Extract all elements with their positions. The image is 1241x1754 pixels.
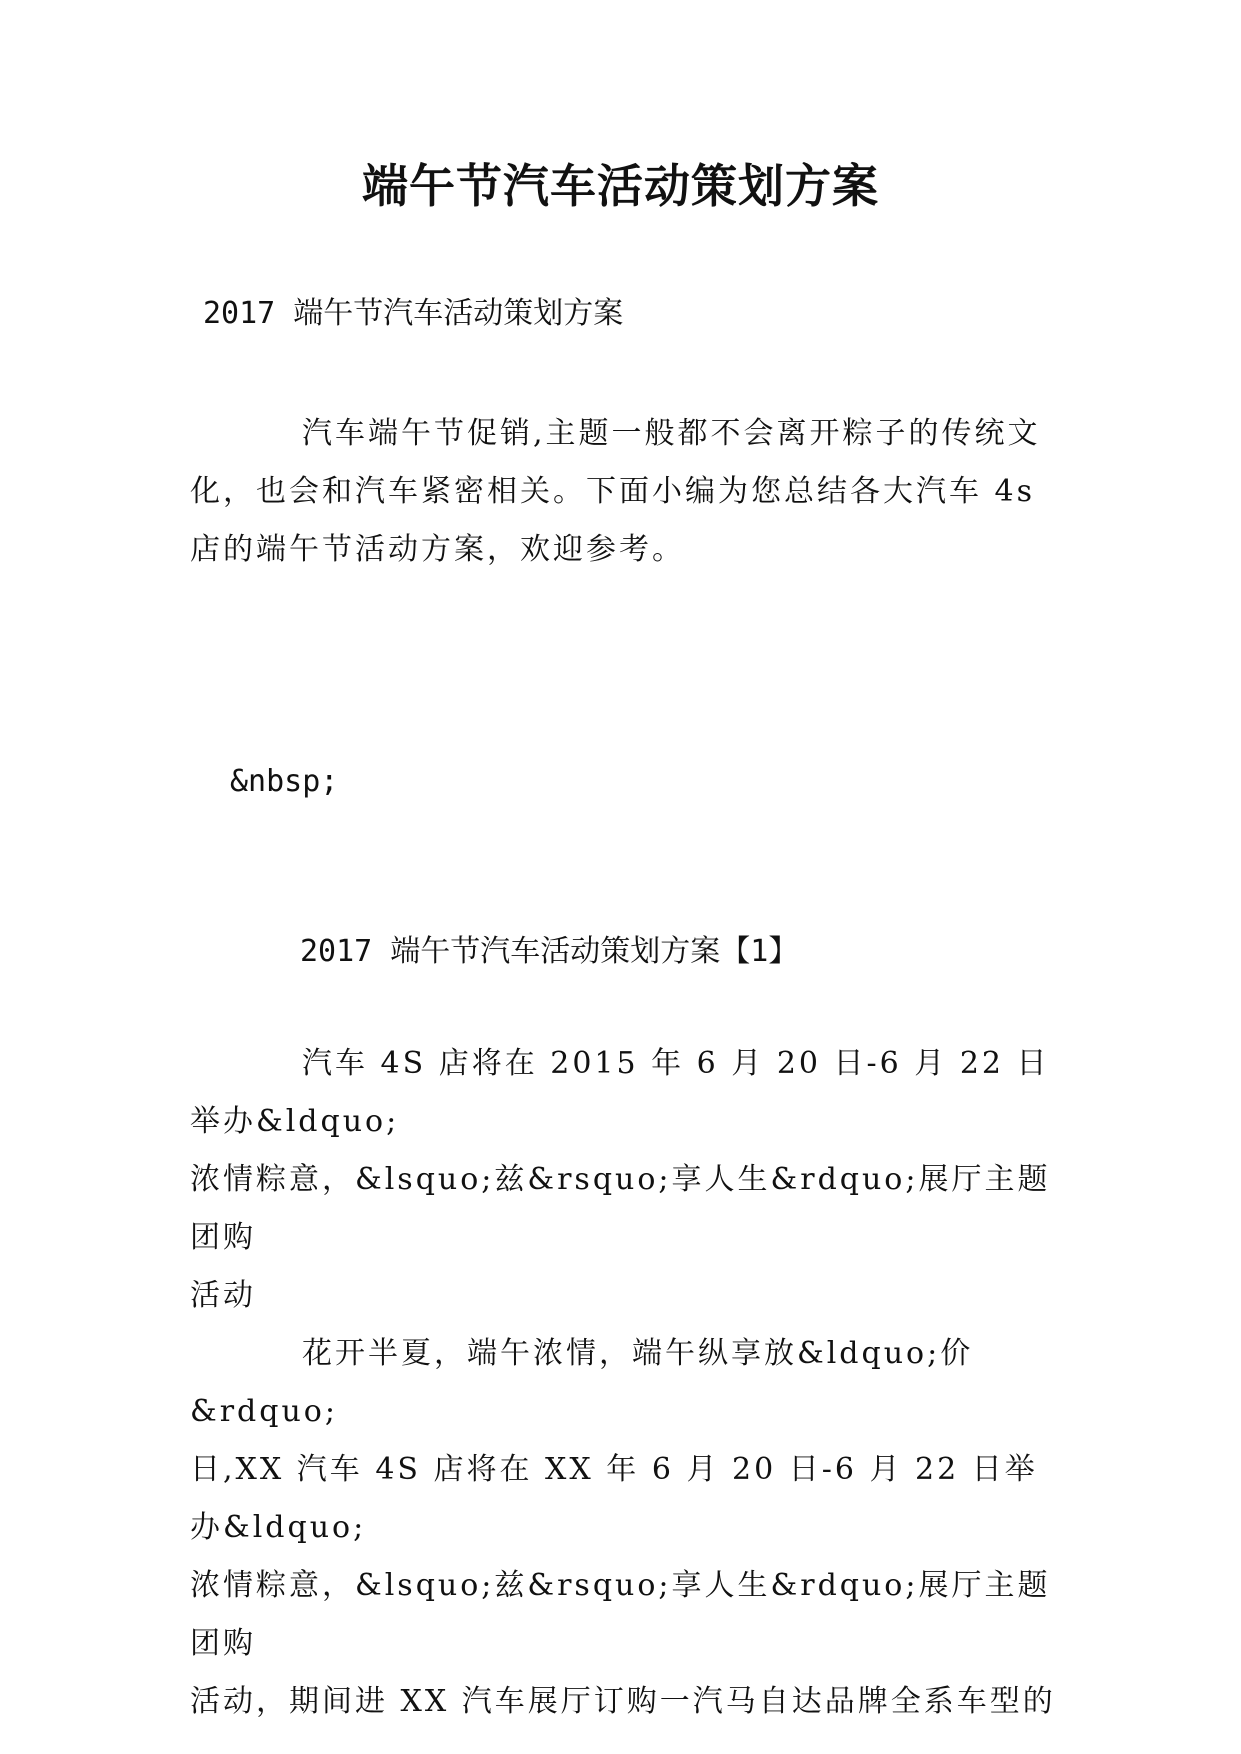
document-subtitle: 2017 端午节汽车活动策划方案 [203,296,624,331]
intro-paragraph: 汽车端午节促销,主题一般都不会离开粽子的传统文 化，也会和汽车紧密相关。下面小编为您总结各大汽车 4s 店的端午节活动方案，欢迎参考。 [190,416,1041,567]
details-paragraph: 花开半夏，端午浓情，端午纵享放&ldquo;价&rdquo; 日,XX 汽车 4S 店将在 XX 年 6 月 20 日-6 月 22 日举办&ldquo; 浓情粽意，&lsquo;兹&rsquo;享人生&rdquo;展厅主题团购 活动，期间进 XX 汽车展厅订购一汽马自达品牌全系车型的 [190,1336,1056,1719]
nbsp-text: &nbsp; [230,764,339,799]
event-paragraph: 汽车 4S 店将在 2015 年 6 月 20 日-6 月 22 日举办&ldquo; 浓情粽意，&lsquo;兹&rsquo;享人生&rdquo;展厅主题团购 活动 [190,1046,1051,1313]
document-title: 端午节汽车活动策划方案 [362,159,879,213]
section-heading: 2017 端午节汽车活动策划方案【1】 [300,934,799,969]
